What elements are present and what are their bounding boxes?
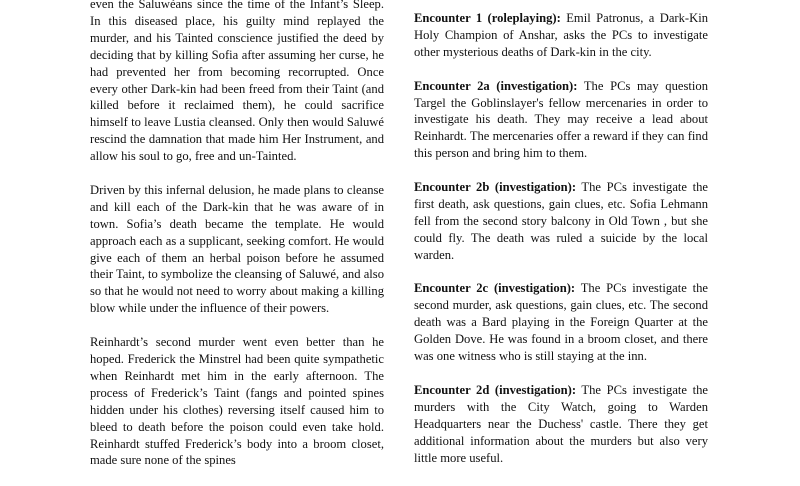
encounter-2a-text: The PCs may question Targel the Goblinslayer's fellow mercenaries in order to investigate his death. They may receive a lead about Reinhardt. The mercenaries offer a reward if they can find this person and bring him to them. (414, 78, 708, 161)
encounter-2d-label: Encounter 2d (investigation): (414, 382, 577, 397)
encounter-2a-label: Encounter 2a (investigation): (414, 78, 578, 93)
encounter-2b (414, 179, 708, 264)
encounter-1-text: Emil Patronus, a Dark-Kin Holy Champion of Anshar, asks the PCs to investigate other mysterious deaths of Dark-kin in the city. (414, 11, 709, 59)
encounter-2b-text: The PCs investigate the first death, ask questions, gain clues, etc. Sofia Lehmann fell from the second story balcony in Old Town , but she could fly. The death was ruled a suicide by the local warden. (414, 180, 708, 262)
paragraph-second-murder: Reinhardt’s second murder went even better than he hoped. Frederick the Minstrel had been quite sympathetic when Reinhardt met him in the early afternoon. The process of Frederick’s Taint (fangs and pointed spines hidden under his clothes) reversing itself caused him to bleed to death before the poison could even take hold. Reinhardt stuffed Frederick’s body into a broom closet, made sure none of the spines (90, 335, 384, 468)
encounter-2b-label: Encounter 2b (investigation): (414, 180, 577, 195)
left-column (90, 0, 384, 486)
encounter-2c-label: Encounter 2c (investigation): (414, 281, 576, 296)
encounter-2a (414, 78, 708, 163)
encounter-2d (414, 382, 708, 467)
encounter-2d-text: The PCs investigate the murders with the City Watch, going to Warden Headquarters near the Duchess' castle. There they get additional information about the murders but also very little more useful. (414, 382, 708, 465)
paragraph-infernal-delusion: Driven by this infernal delusion, he made plans to cleanse and kill each of the Dark-kin that he was aware of in town. Sofia’s death became the template. He would approach each as a supplicant, seeking comfort. He would give each of them an herbal poison before he assumed their Taint, to symbolize the cleansing of Saluwé, and also so that he would not need to worry about making a killing blow while under the influence of their powers. (90, 182, 384, 316)
encounter-1-label: Encounter 1 (roleplaying): (414, 11, 561, 25)
encounter-1 (414, 10, 708, 61)
right-column (414, 10, 708, 483)
encounter-2c (414, 280, 708, 365)
paragraph-saluwe-delusion: even the Saluwéans since the time of the Infant’s Sleep. In this diseased place, his guilty mind replayed the murder, and his Tainted conscience justified the deed by deciding that by killing Sofia after assuming her curse, he had prevented her from becoming recorrupted. Once every other Dark-kin had been freed from their Taint (and killed before it reclaimed them), he could sacrifice himself to leave Lustia cleansed. Only then would Saluwé rescind the damnation that made him Her Instrument, and allow his soul to go, free and un-Tainted. (90, 0, 384, 164)
encounter-2c-text: The PCs investigate the second murder, ask questions, gain clues, etc. The second death was a Bard playing in the Foreign Quarter at the Golden Dove. He was found in a broom closet, and there was one witness who is still staying at the inn. (414, 281, 708, 364)
